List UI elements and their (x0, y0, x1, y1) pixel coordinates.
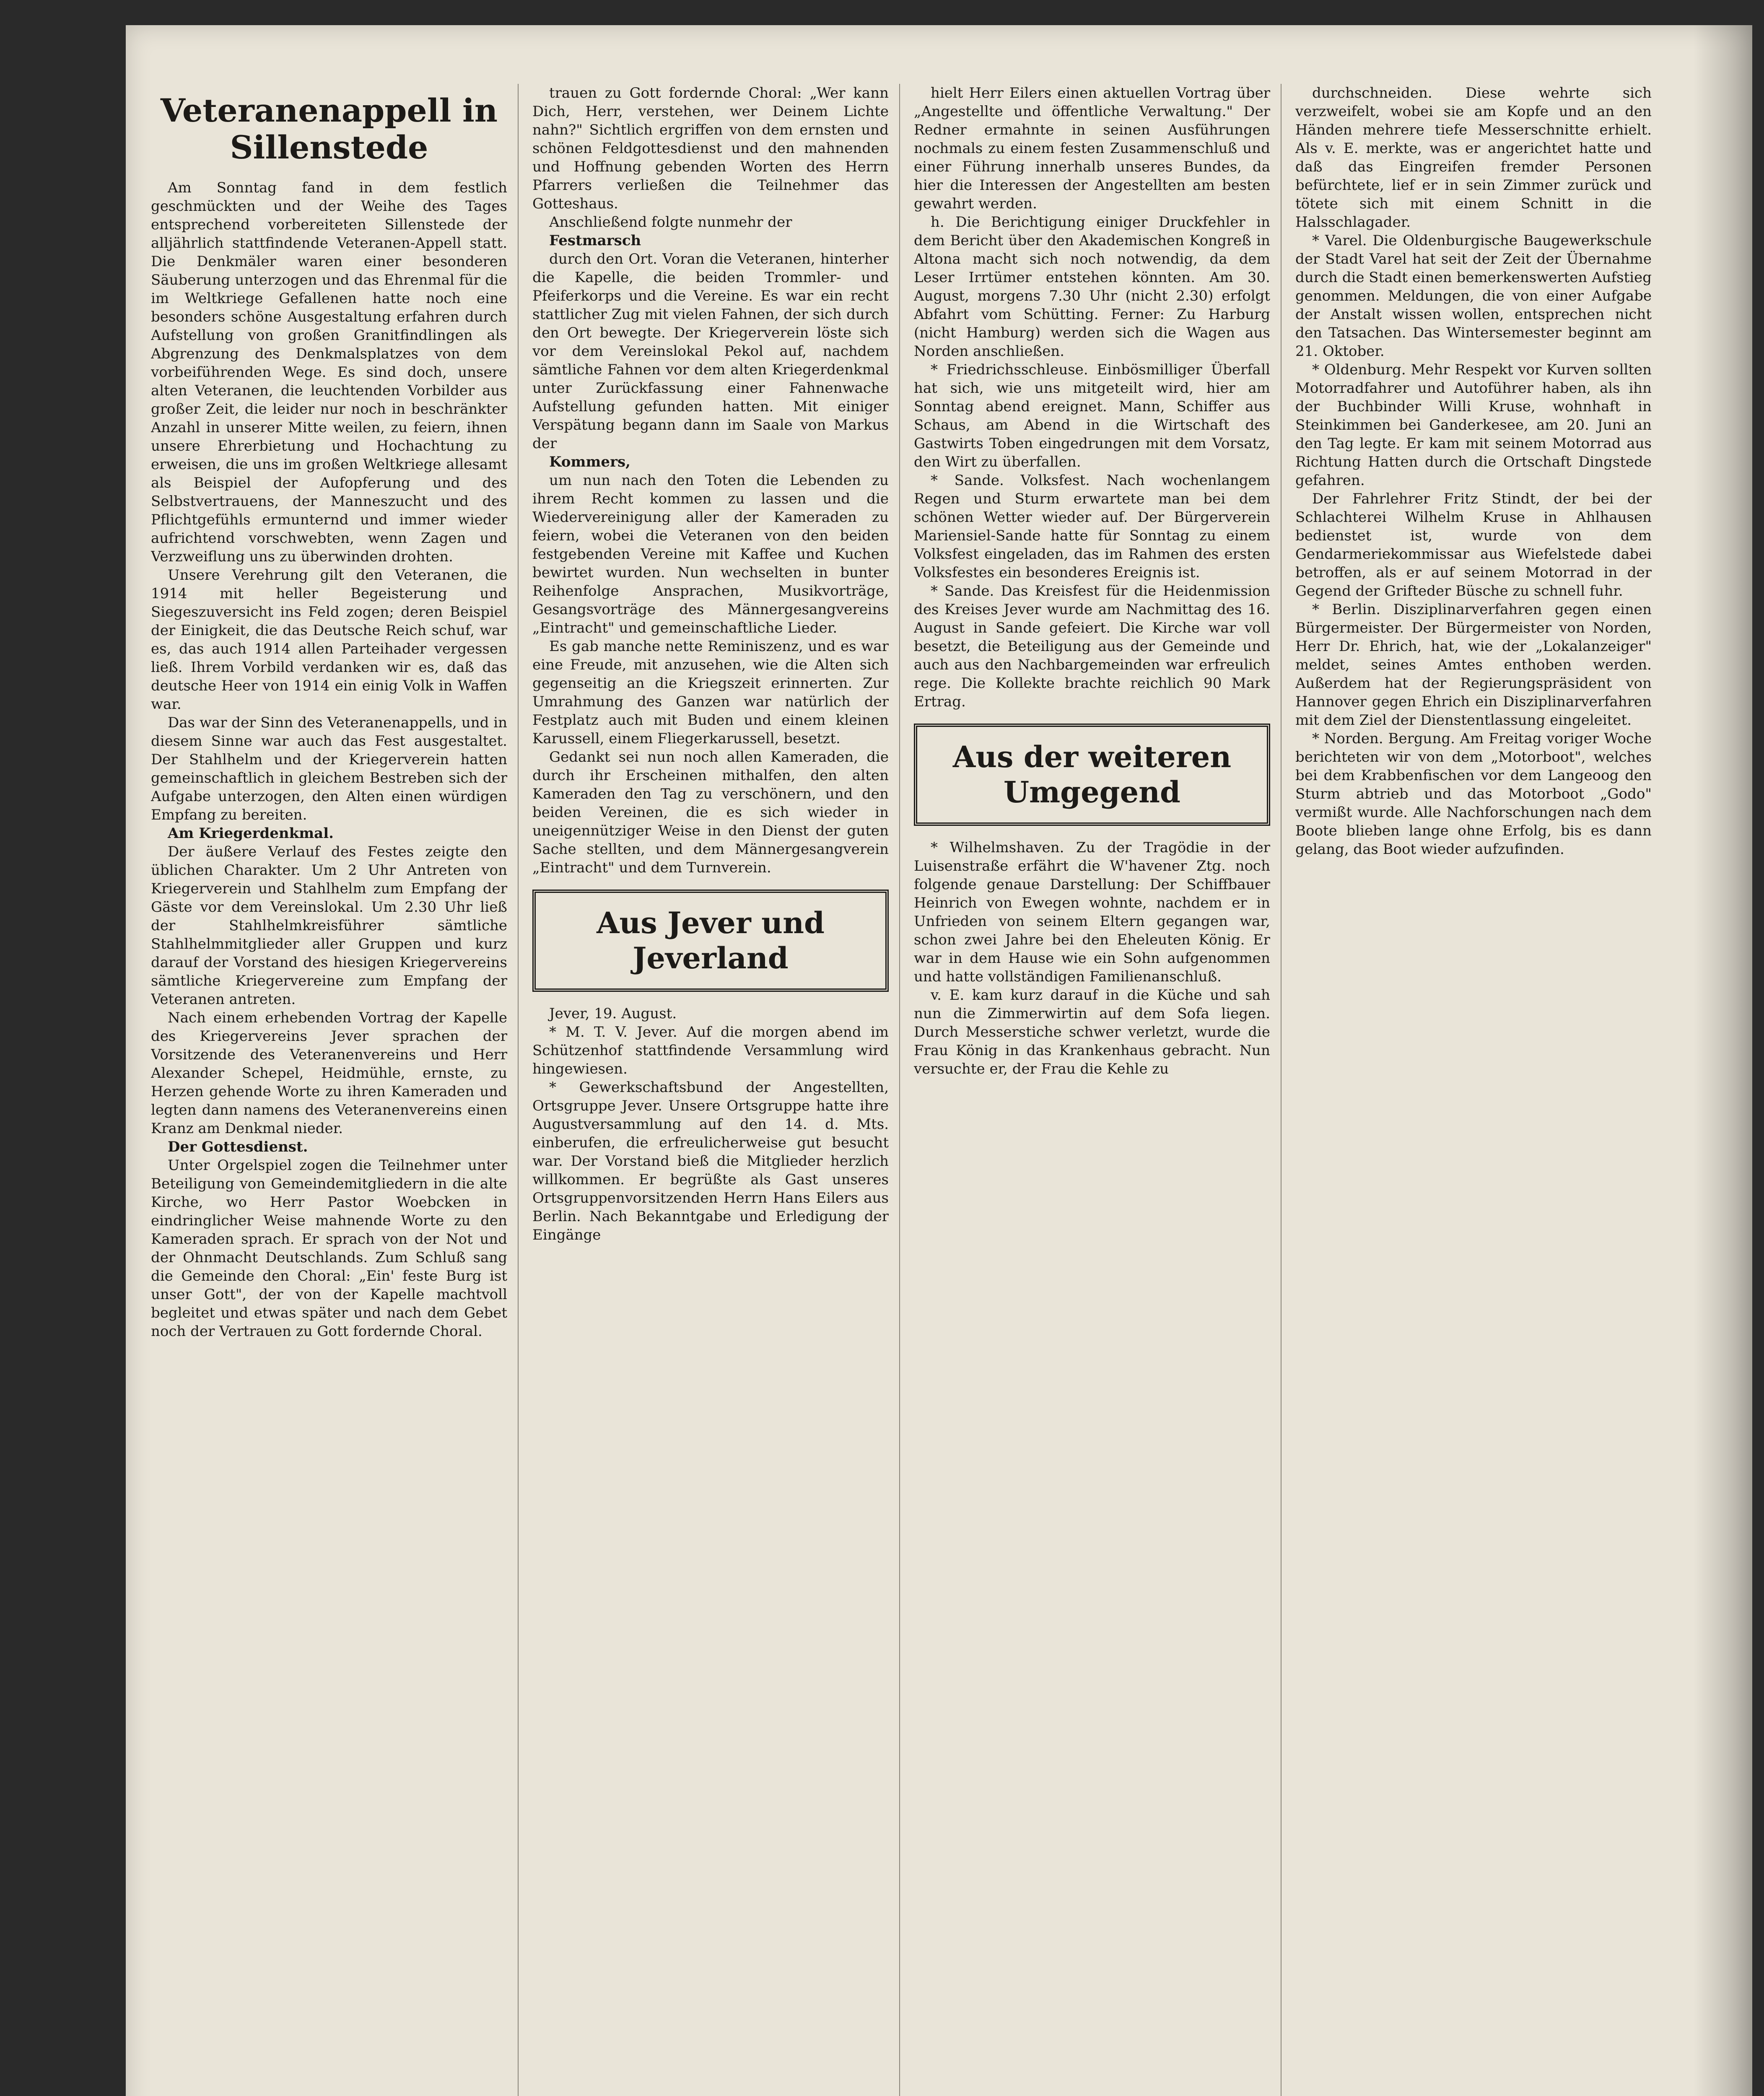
paragraph: * M. T. V. Jever. Auf die morgen abend im Schützenhof stattfindende Versammlung wird hingewiesen. (532, 1024, 889, 1077)
paragraph: Der Fahrlehrer Fritz Stindt, der bei der Schlachterei Wilhelm Kruse in Ahlhausen bedienstet ist, wurde von dem Gendarmeriekommissar aus Wiefelstede dabei betroffen, als er auf seinem Motorrad in der Gegend der Grifteder Büsche zu schnell fuhr. (1295, 490, 1652, 599)
paragraph: * Sande. Das Kreisfest für die Heidenmission des Kreises Jever wurde am Nachmittag des 16. August in Sande gefeiert. Die Kirche war voll besetzt, die Beteiligung aus der Gemeinde und auch aus den Nachbargemeinden war erfreulich rege. Die Kollekte brachte reichlich 90 Mark Ertrag. (914, 583, 1270, 710)
paragraph: * Wilhelmshaven. Zu der Tragödie in der Luisenstraße erfährt die W'havener Ztg. noch folgende genaue Darstellung: Der Schiffbauer Heinrich von Ewegen wohnte, nachdem er in Unfrieden von seinem Eltern gegangen war, schon zwei Jahre bei den Eheleuten König. Er war in dem Hause wie ein Sohn aufgenommen und hatte vollständigen Familienanschluß. (914, 839, 1270, 985)
column-2 (532, 84, 889, 2096)
paragraph: * Friedrichsschleuse. Einbösmilliger Überfall hat sich, wie uns mitgeteilt wird, hier am Sonntag abend ereignet. Mann, Schiffer aus Schaus, am Abend in die Wirtschaft des Gastwirts Toben eingedrungen mit dem Vorsatz, den Wirt zu überfallen. (914, 361, 1270, 470)
subhead-gottesdienst: Der Gottesdienst. (168, 1139, 308, 1155)
column-4 (1295, 84, 1652, 2096)
page-fold-shadow (1694, 25, 1752, 2096)
dateline: Jever, 19. August. (549, 1005, 677, 1022)
paragraph: trauen zu Gott fordernde Choral: „Wer kann Dich, Herr, verstehen, wer Deinem Lichte nahn?" Sichtlich ergriffen von dem ernsten und schönen Feldgottesdienst und den mahnenden und Hoffnung gebenden Worten des Herrn Pfarrers verließen die Teilnehmer das Gotteshaus. (532, 85, 889, 212)
paragraph: h. Die Berichtigung einiger Druckfehler in dem Bericht über den Akademischen Kongreß in Altona macht sich noch notwendig, da dem Leser Irrtümer entstehen könnten. Am 30. August, morgens 7.30 Uhr (nicht 2.30) erfolgt Abfahrt vom Schütting. Ferner: Zu Harburg (nicht Hamburg) werden sich die Wagen aus Norden anschließen. (914, 214, 1270, 360)
column-rule (899, 84, 900, 2096)
paragraph: Nach einem erhebenden Vortrag der Kapelle des Kriegervereins Jever sprachen der Vorsitzende des Veteranenvereins und Herr Alexander Schepel, Heidmühle, ernste, zu Herzen gehende Worte zu ihren Kameraden und legten dann namens des Veteranenvereins einen Kranz am Denkmal nieder. (151, 1009, 507, 1137)
paragraph: Es gab manche nette Reminiszenz, und es war eine Freude, mit anzusehen, wie die Alten sich gegenseitig an die Kriegszeit erinnerten. Zur Umrahmung des Ganzen war natürlich der Festplatz auch mit Buden und einem kleinen Karussell, einem Fliegerkarussell, besetzt. (532, 638, 889, 747)
column-3 (914, 84, 1270, 2096)
paragraph: Unsere Verehrung gilt den Veteranen, die 1914 mit heller Begeisterung und Siegeszuversicht ins Feld zogen; deren Beispiel der Einigkeit, die das Deutsche Reich schuf, war es, das auch 1914 allen Parteihader vergessen ließ. Ihrem Vorbild verdanken wir es, daß das deutsche Heer von 1914 ein einig Volk in Waffen war. (151, 567, 507, 713)
section-header-umgegend: Aus der weiteren Umgegend (914, 724, 1270, 826)
column-1 (151, 84, 507, 2096)
headline-veteranenappell: Veteranenappell in Sillenstede (160, 92, 498, 166)
paragraph: um nun nach den Toten die Lebenden zu ihrem Recht kommen zu lassen und die Wiedervereinigung aller der Kameraden zu feiern, wobei die Veteranen von den beiden festgebenden Vereine mit Kaffee und Kuchen bewirtet wurden. Nun wechselten in bunter Reihenfolge Ansprachen, Musikvorträge, Gesangsvorträge des Männergesangvereins „Eintracht" und gemeinschaftliche Lieder. (532, 472, 889, 636)
paragraph: * Gewerkschaftsbund der Angestellten, Ortsgruppe Jever. Unsere Ortsgruppe hatte ihre Augustversammlung auf den 14. d. Mts. einberufen, die erfreulicherweise gut besucht war. Der Vorstand bieß die Mitglieder herzlich willkommen. Er begrüßte als Gast unseres Ortsgruppenvorsitzenden Herrn Hans Eilers aus Berlin. Nach Bekanntgabe und Erledigung der Eingänge (532, 1079, 889, 1243)
paragraph: Gedankt sei nun noch allen Kameraden, die durch ihr Erscheinen mithalfen, den alten Kameraden den Tag zu verschönern, und den beiden Vereinen, die es sich wieder in uneigennütziger Weise in den Dienst der guten Sache stellten, und dem Männergesangverein „Eintracht" und dem Turnverein. (532, 749, 889, 876)
newspaper-page (126, 25, 1752, 2096)
paragraph: durchschneiden. Diese wehrte sich verzweifelt, wobei sie am Kopfe und an den Händen mehrere tiefe Messerschnitte erhielt. Als v. E. merkte, was er angerichtet hatte und daß das Eingreifen fremder Personen befürchtete, lief er in sein Zimmer zurück und tötete sich mit einem Schnitt in die Halsschlagader. (1295, 85, 1652, 231)
paragraph: * Sande. Volksfest. Nach wochenlangem Regen und Sturm erwartete man bei dem schönen Wetter wieder auf. Der Bürgerverein Mariensiel-Sande hatte für Sonntag zu einem Volksfest eingeladen, das im Rahmen des ersten Volksfestes ein besonderes Ereignis ist. (914, 472, 1270, 581)
subhead-kommers: Kommers, (549, 454, 630, 470)
paragraph: Der äußere Verlauf des Festes zeigte den üblichen Charakter. Um 2 Uhr Antreten von Kriegerverein und Stahlhelm zum Empfang der Gäste vor dem Vereinslokal. Um 2.30 Uhr ließ der Stahlhelmkreisführer sämtliche Stahlhelmmitglieder aller Gruppen und kurz darauf der Vorstand des hiesigen Kriegervereins sämtliche Kriegervereine zum Empfang der Veteranen antreten. (151, 843, 507, 1008)
paragraph: hielt Herr Eilers einen aktuellen Vortrag über „Angestellte und öffentliche Verwaltung." Der Redner ermahnte in seinen Ausführungen nochmals zu einem festen Zusammenschluß und einer Führung innerhalb unseres Bundes, da hier die Interessen der Angestellten am besten gewahrt werden. (914, 85, 1270, 212)
paragraph: * Oldenburg. Mehr Respekt vor Kurven sollten Motorradfahrer und Autoführer haben, als ihn der Buchbinder Willi Kruse, wohnhaft in Steinkimmen bei Ganderkesee, am 20. Juni an den Tag legte. Er kam mit seinem Motorrad aus Richtung Hatten durch die Ortschaft Dingstede gefahren. (1295, 361, 1652, 489)
paragraph: Anschließend folgte nunmehr der (549, 214, 792, 231)
paragraph: Das war der Sinn des Veteranenappells, und in diesem Sinne war auch das Fest ausgestaltet. Der Stahlhelm und der Kriegerverein hatten gemeinschaftlich in gleichem Bestreben sich der Aufgabe unterzogen, den Alten einen würdigen Empfang zu bereiten. (151, 714, 507, 823)
paragraph: * Varel. Die Oldenburgische Baugewerkschule der Stadt Varel hat seit der Zeit der Übernahme durch die Stadt einen bemerkenswerten Aufstieg genommen. Meldungen, die von einer Aufgabe der Anstalt wissen wollen, entsprechen nicht den Tatsachen. Das Wintersemester beginnt am 21. Oktober. (1295, 232, 1652, 360)
paragraph: Unter Orgelspiel zogen die Teilnehmer unter Beteiligung von Gemeindemitgliedern in die alte Kirche, wo Herr Pastor Woebcken in eindringlicher Weise mahnende Worte zu den Kameraden sprach. Er sprach von der Not und der Ohnmacht Deutschlands. Zum Schluß sang die Gemeinde den Choral: „Ein' feste Burg ist unser Gott", der von der Kapelle machtvoll begleitet und etwas später und nach dem Gebet noch der Vertrauen zu Gott fordernde Choral. (151, 1157, 507, 1340)
column-rule (518, 84, 519, 2096)
paragraph: durch den Ort. Voran die Veteranen, hinterher die Kapelle, die beiden Trommler- und Pfeiferkorps und die Vereine. Es war ein recht stattlicher Zug mit vielen Fahnen, der sich durch den Ort bewegte. Der Kriegerverein löste sich vor dem Vereinslokal Pekol auf, nachdem sämtliche Fahnen vor dem alten Kriegerdenkmal unter Zurückfassung einer Fahnenwache Aufstellung gefunden hatten. Mit einiger Verspätung begann dann im Saale von Markus der (532, 251, 889, 452)
paragraph: Am Sonntag fand in dem festlich geschmückten und der Weihe des Tages entsprechend vorbereiteten Sillenstede der alljährlich stattfindende Veteranen-Appell statt. Die Denkmäler waren einer besonderen Säuberung unterzogen und das Ehrenmal für die im Weltkriege Gefallenen hatte noch eine besonders schöne Ausgestaltung erfahren durch Aufstellung von großen Granitfindlingen als Abgrenzung des Denkmalsplatzes von dem vorbeiführenden Wege. Es sind doch, unsere alten Veteranen, die leuchtenden Vorbilder aus großer Zeit, die leider nur noch in beschränkter Anzahl in unserer Mitte weilen, zu feiern, ihnen unsere Ehrerbietung und Hochachtung zu erweisen, die uns im großen Weltkriege allesamt als Beispiel der Aufopferung und des Selbstvertrauens, der Manneszucht und des Pflichtgefühls ermunternd und immer wieder aufrichtend vorschwebten, wenn Zagen und Verzweiflung uns zu überwinden drohten. (151, 179, 507, 565)
paragraph: * Berlin. Disziplinarverfahren gegen einen Bürgermeister. Der Bürgermeister von Norden, Herr Dr. Ehrich, hat, wie der „Lokalanzeiger" meldet, seines Amtes enthoben werden. Außerdem hat der Regierungspräsident von Hannover gegen Ehrich ein Disziplinarverfahren mit dem Ziel der Dienstentlassung eingeleitet. (1295, 601, 1652, 729)
section-header-jever: Aus Jever und Jeverland (532, 890, 889, 992)
paragraph: v. E. kam kurz darauf in die Küche und sah nun die Zimmerwirtin auf dem Sofa liegen. Durch Messerstiche schwer verletzt, wurde die Frau König in das Krankenhaus gebracht. Nun versuchte er, der Frau die Kehle zu (914, 987, 1270, 1077)
paragraph: * Norden. Bergung. Am Freitag voriger Woche berichteten wir von dem „Motorboot", welches bei dem Krabbenfischen vor dem Langeoog den Sturm abtrieb und das Motorboot „Godo" vermißt wurde. Alle Nachforschungen nach dem Boote blieben lange ohne Erfolg, bis es dann gelang, das Boot wieder aufzufinden. (1295, 730, 1652, 858)
subhead-festmarsch: Festmarsch (549, 232, 641, 249)
subhead-kriegerdenkmal: Am Kriegerdenkmal. (168, 825, 334, 842)
